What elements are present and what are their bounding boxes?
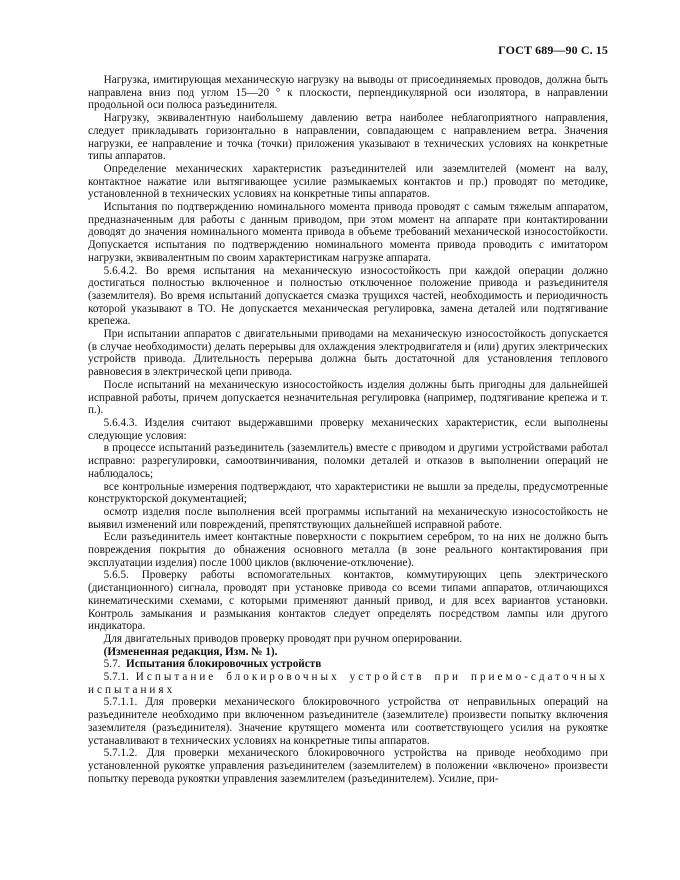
section-title: Испытание блокировочных устройств при приемо-сдаточных испытаниях — [88, 671, 608, 696]
paragraph: Нагрузку, эквивалентную наибольшему давлению ветра наиболее неблагоприятного направления, следует прикладывать горизонтально в направлении, совпадающем с направлением ветра. Значения нагрузки, ее направление и точка (точки) приложения указывают в технических условиях на конкретные типы аппаратов. — [88, 112, 608, 163]
paragraph: Испытания по подтверждению номинального момента привода проводят с самым тяжелым аппаратом, предназначенным для работы с данным приводом, при этом момент на аппарате при контактировании доводят до значения номинального момента привода в объеме требований механической износостойкости. Допускается испытания по подтверждению номинального момента привода проводить с имитатором нагрузки, эквивалентным по своим характеристикам нагрузке аппарата. — [88, 201, 608, 264]
edition-note: (Измененная редакция, Изм. № 1). — [103, 645, 278, 658]
paragraph: 5.6.4.2. Во время испытания на механическую износостойкость при каждой операции должно достигаться полностью включенное и полностью отключенное положение привода и разъединителя (заземлителя). Во время испытаний допускается смазка трущихся частей, необходимость и периодичность которой указывают в ТО. Не допускается механическая регулировка, замена деталей или подтягивание крепежа. — [88, 264, 608, 328]
section-number: 5.7. — [103, 658, 121, 671]
section-heading-5-7 — [88, 658, 608, 671]
section-title: Испытания блокировочных устройств — [126, 658, 322, 671]
paragraph: Если разъединитель имеет контактные поверхности с покрытием серебром, то на них не должно быть повреждения покрытия до обнажения основного металла (в зоне реального контактирования при эксплуатации изделия) после 1000 циклов (включение-отключение). — [88, 531, 608, 569]
paragraph: в процессе испытаний разъединитель (заземлитель) вместе с приводом и другими устройствами работал исправно: разрегулировки, самоотвинчивания, поломки деталей и отказов в выполнении операций не наблюдалось; — [88, 442, 608, 480]
paragraph: 5.7.1.2. Для проверки механического блокировочного устройства на приводе необходимо при установленной рукоятке управления разъединителем (заземлителем) в положении «включено» произвести попытку перевода рукоятки управления заземлителем (разъединителем). Усилие, при- — [88, 747, 608, 785]
paragraph: Определение механических характеристик разъединителей или заземлителей (момент на валу, контактное нажатие или вытягивающее усилие размыкаемых контактов и пр.) проводят по методике, установленной в технических условиях на конкретные типы аппаратов. — [88, 162, 608, 201]
paragraph: После испытаний на механическую износостойкость изделия должны быть пригодны для дальнейшей исправной работы, причем допускается незначительная регулировка (например, подтягивание крепежа и т. п.). — [88, 378, 608, 417]
paragraph: При испытании аппаратов с двигательными приводами на механическую износостойкость допускается (в случае необходимости) делать перерывы для охлаждения электродвигателя и (или) других электрических устройств привода. Длительность перерыва должна быть достаточной для установления теплового равновесия в электрической цепи привода. — [88, 328, 608, 379]
paragraph: осмотр изделия после выполнения всей программы испытаний на механическую износостойкость не выявил изменений или повреждений, препятствующих дальнейшей исправной работе. — [88, 505, 608, 531]
paragraph: 5.6.5. Проверку работы вспомогательных контактов, коммутирующих цепь электрического (дистанционного) сигнала, проводят при установке привода со всеми типами аппаратов, отличающихся кинематическими схемами, с которыми применяют данный привод, и для всех вариантов установки. Контроль замыкания и размыкания контактов следует определять посредством лампы или другого индикатора. — [88, 569, 608, 633]
section-heading-5-7-1 — [88, 671, 608, 696]
document-body — [88, 74, 608, 785]
running-header: ГОСТ 689—90 С. 15 — [498, 43, 608, 57]
paragraph: Для двигательных приводов проверку проводят при ручном оперировании. — [103, 632, 463, 645]
paragraph: все контрольные измерения подтверждают, что характеристики не вышли за пределы, предусмотренные конструкторской документацией; — [88, 480, 608, 506]
section-number: 5.7.1. — [103, 671, 129, 684]
paragraph: 5.6.4.3. Изделия считают выдержавшими проверку механических характеристик, если выполнены следующие условия: — [88, 416, 608, 442]
paragraph: Нагрузка, имитирующая механическую нагрузку на выводы от присоединяемых проводов, должна быть направлена вниз под углом 15—20 ° к плоскости, перпендикулярной оси изолятора, в направлении продольной оси полюса разъединителя. — [88, 74, 608, 112]
paragraph: 5.7.1.1. Для проверки механического блокировочного устройства от неправильных операций на разъединителе необходимо при включенном разъединителе (заземлителе) произвести попытку включения заземлителя (разъединителя). Значение крутящего момента или соответствующего усилия на рукоятке устанавливают в технических условиях на конкретные типы аппаратов. — [88, 696, 608, 747]
